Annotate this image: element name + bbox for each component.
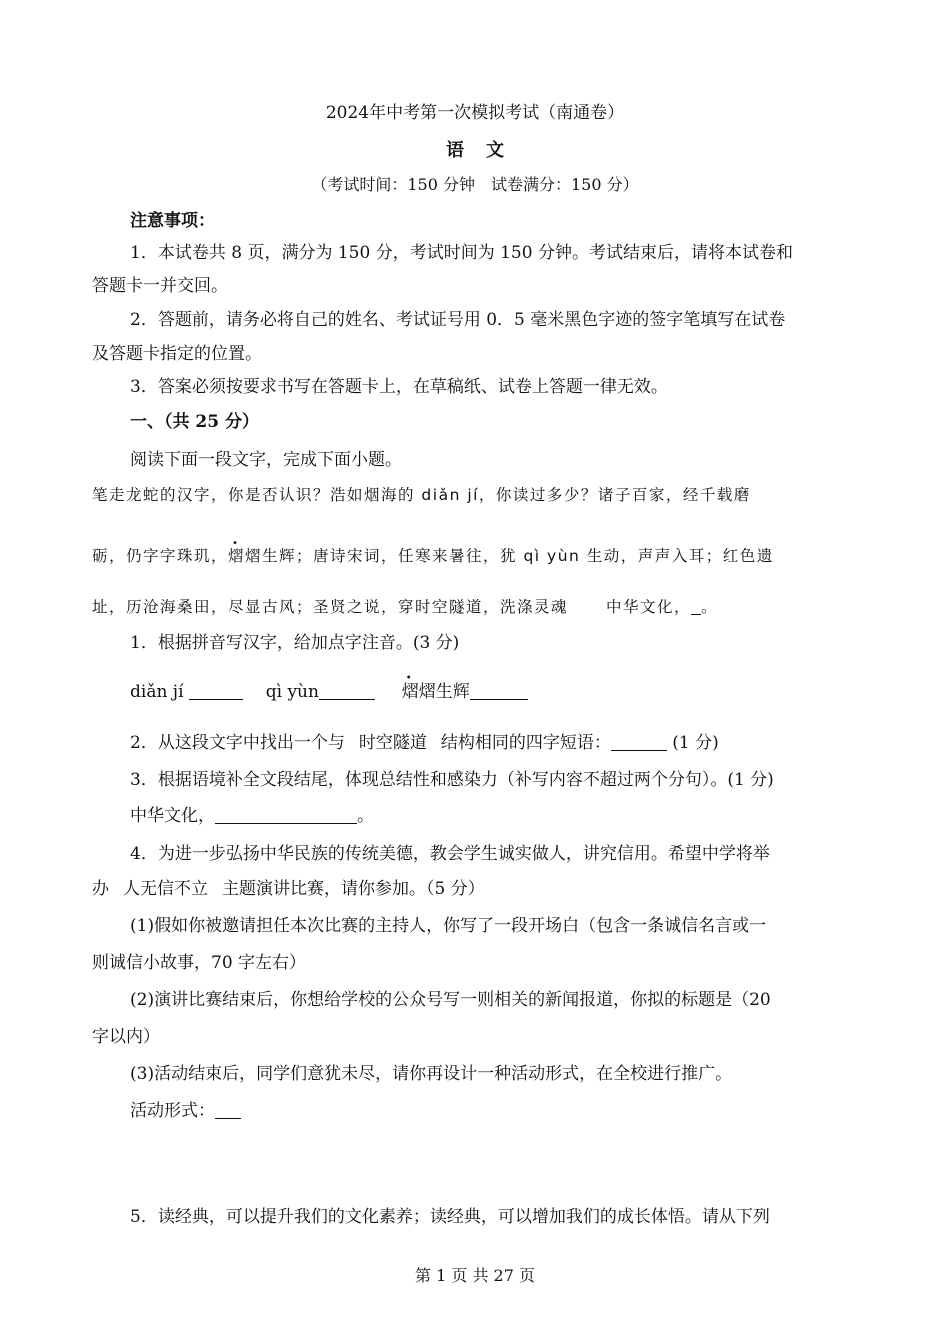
question-text: 2．从这段文字中找出一个与: [130, 733, 345, 753]
answer-blank[interactable]: [611, 732, 667, 751]
passage-line-2: [92, 544, 774, 568]
subject-title: 语文: [446, 140, 526, 161]
question-text: 主题演讲比赛，请你参加。（5 分）: [222, 879, 485, 899]
section-heading: 一、（共 25 分）: [130, 412, 259, 432]
exam-info: （考试时间：150 分钟 试卷满分：150 分）: [311, 175, 639, 194]
passage-line-3: [92, 595, 718, 619]
notice-item-2: 2．答题前，请务必将自己的姓名、考试证号用 0．5 毫米黑色字迹的签字笔填写在试卷: [130, 310, 786, 330]
question-4: 4．为进一步弘扬中华民族的传统美德，教会学生诚实做人，讲究信用。希望中学将举: [130, 844, 770, 864]
notice-heading: 注意事项：: [130, 211, 215, 231]
notice-item-2-cont: 及答题卡指定的位置。: [92, 344, 262, 364]
passage-text: 熠生辉；唐诗宋词，任寒来暑往，犹 qì yùn 生动，声声入耳；红色遗: [245, 547, 774, 565]
pinyin-label: diǎn jí: [130, 682, 184, 702]
page-number: 第 1 页 共 27 页: [415, 1266, 535, 1285]
question-3-answer: [130, 804, 374, 828]
reading-intro: 阅读下面一段文字，完成下面小题。: [130, 450, 402, 470]
quoted-theme: 人无信不立: [123, 879, 208, 899]
exam-title: 2024年中考第一次模拟考试（南通卷）: [325, 103, 625, 123]
notice-item-3: 3．答案必须按要求书写在答题卡上，在草稿纸、试卷上答题一律无效。: [130, 377, 668, 397]
question-3: 3．根据语境补全文段结尾，体现总结性和感染力（补写内容不超过两个分句）。(1 分): [130, 770, 774, 790]
quoted-phrase: 时空隧道: [358, 733, 427, 753]
notice-item-1-cont: 答题卡一并交回。: [92, 276, 228, 296]
answer-suffix: 。: [357, 806, 374, 826]
question-2: [130, 731, 719, 755]
passage-text: 。: [701, 598, 719, 616]
question-1: 1．根据拼音写汉字，给加点字注音。(3 分): [130, 633, 460, 653]
question-4-part-2-cont: 字以内）: [92, 1027, 160, 1047]
question-text: 结构相同的四字短语：: [440, 733, 611, 753]
dotted-character: 熠: [401, 682, 419, 702]
passage-text: 址，历沧海桑田，尽显古风；圣贤之说，穿时空隧道，洗涤灵魂: [92, 598, 569, 616]
answer-blank[interactable]: [470, 681, 528, 700]
answer-prefix: 中华文化，: [130, 806, 215, 826]
pinyin-label: qì yùn: [265, 682, 319, 702]
answer-blank[interactable]: [319, 681, 375, 700]
dotted-character: 熠: [228, 547, 246, 565]
passage-text: 中华文化，: [606, 598, 692, 616]
question-1-blanks: [130, 680, 528, 704]
answer-blank[interactable]: [189, 681, 243, 700]
activity-label: 活动形式：: [130, 1101, 215, 1121]
question-4-part-1-cont: 则诚信小故事，70 字左右）: [92, 953, 307, 973]
question-4-part-2: (2)演讲比赛结束后，你想给学校的公众号写一则相关的新闻报道，你拟的标题是（20: [130, 990, 771, 1010]
word-label: 熠生辉: [418, 682, 470, 702]
answer-blank[interactable]: [215, 805, 357, 824]
activity-form: [130, 1099, 241, 1123]
notice-item-1: 1．本试卷共 8 页，满分为 150 分，考试时间为 150 分钟。考试结束后，请将本试卷和: [130, 243, 793, 263]
question-5: 5．读经典，可以提升我们的文化素养；读经典，可以增加我们的成长体悟。请从下列: [130, 1207, 770, 1227]
question-4-cont: [92, 877, 485, 901]
question-text: 办: [92, 879, 109, 899]
answer-blank[interactable]: [215, 1100, 241, 1119]
passage-line-1: 笔走龙蛇的汉字，你是否认识？浩如烟海的 diǎn jí，你读过多少？诸子百家，经千载磨: [92, 486, 751, 504]
question-4-part-3: (3)活动结束后，同学们意犹未尽，请你再设计一种活动形式，在全校进行推广。: [130, 1064, 733, 1084]
question-4-part-1: (1)假如你被邀请担任本次比赛的主持人，你写了一段开场白（包含一条诚信名言或一: [130, 916, 767, 936]
score: (1 分): [672, 733, 719, 753]
answer-blank[interactable]: [691, 596, 701, 615]
passage-text: 砺，仍字字珠玑，: [92, 547, 229, 565]
